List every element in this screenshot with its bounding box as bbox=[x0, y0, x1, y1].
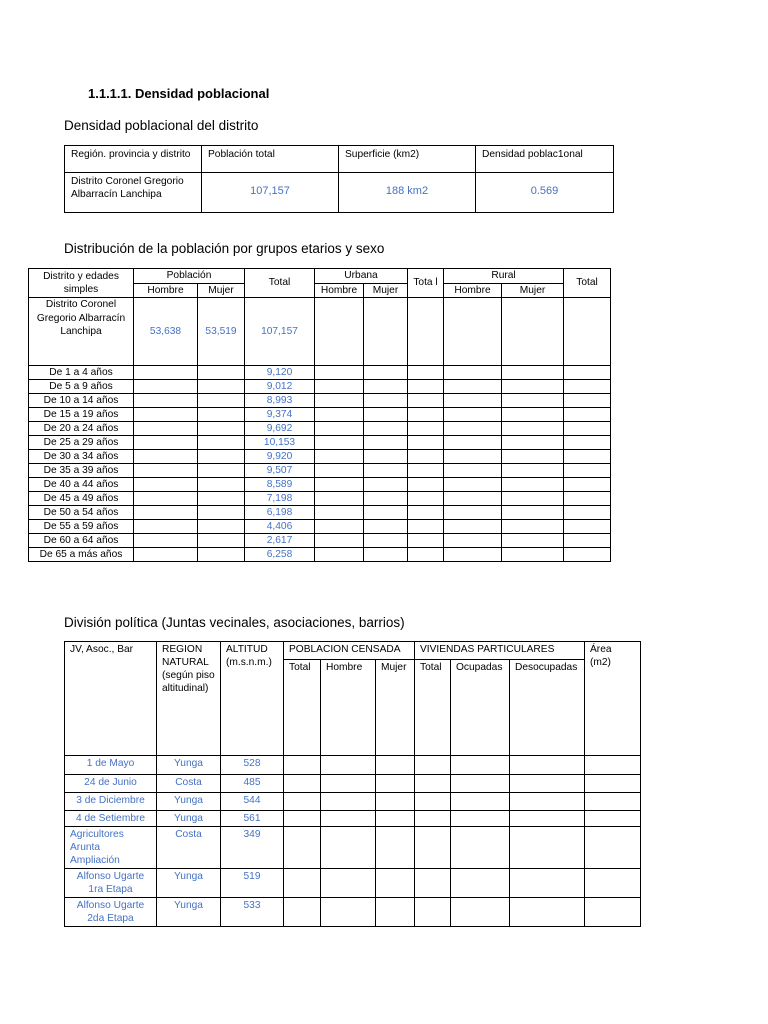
district-row-hombre: 53,638 bbox=[134, 298, 198, 366]
header-rural-hombre: Hombre bbox=[444, 283, 502, 298]
table-row bbox=[29, 534, 611, 548]
jv-altitud: 519 bbox=[221, 869, 284, 898]
table-row bbox=[65, 869, 641, 898]
district-row-mujer: 53,519 bbox=[198, 298, 245, 366]
table-row bbox=[65, 775, 641, 793]
header-pob-hombre: Hombre bbox=[321, 660, 376, 756]
jv-name: Alfonso Ugarte 1ra Etapa bbox=[65, 869, 157, 898]
age-total: 10,153 bbox=[245, 436, 315, 450]
jv-name: 4 de Setiembre bbox=[65, 811, 157, 827]
table-row bbox=[65, 827, 641, 869]
population-value: 107,157 bbox=[202, 173, 339, 213]
age-caption: Distribución de la población por grupos etarios y sexo bbox=[64, 241, 385, 256]
age-total: 9,012 bbox=[245, 380, 315, 394]
density-caption: Densidad poblacional del distrito bbox=[64, 118, 259, 133]
age-total: 6,198 bbox=[245, 506, 315, 520]
table-row bbox=[65, 756, 641, 775]
header-pob-total: Total bbox=[284, 660, 321, 756]
age-total: 2,617 bbox=[245, 534, 315, 548]
table-row bbox=[29, 520, 611, 534]
jv-region: Yunga bbox=[157, 793, 221, 811]
header-altitud: ALTITUD (m.s.n.m.) bbox=[221, 642, 284, 756]
age-label: De 5 a 9 años bbox=[29, 380, 134, 394]
header-urbana-hombre: Hombre bbox=[315, 283, 364, 298]
jv-region: Yunga bbox=[157, 811, 221, 827]
header-rural-mujer: Mujer bbox=[502, 283, 564, 298]
header-pob-mujer: Mujer bbox=[376, 660, 415, 756]
district-row-name: Distrito Coronel Gregorio Albarracín Lanchipa bbox=[29, 298, 134, 366]
age-label: De 1 a 4 años bbox=[29, 366, 134, 380]
density-value: 0.569 bbox=[476, 173, 614, 213]
header-viviendas: VIVIENDAS PARTICULARES bbox=[415, 642, 585, 660]
table-row bbox=[29, 506, 611, 520]
jv-name: 24 de Junio bbox=[65, 775, 157, 793]
age-label: De 55 a 59 años bbox=[29, 520, 134, 534]
jv-region: Costa bbox=[157, 827, 221, 869]
age-total: 8,589 bbox=[245, 478, 315, 492]
header-area: Superficie (km2) bbox=[339, 146, 476, 173]
age-total: 9,507 bbox=[245, 464, 315, 478]
age-label: De 15 a 19 años bbox=[29, 408, 134, 422]
header-viv-total: Total bbox=[415, 660, 451, 756]
district-name: Distrito Coronel Gregorio Albarracín Lanchipa bbox=[65, 173, 202, 213]
jv-region: Yunga bbox=[157, 869, 221, 898]
table-row bbox=[29, 422, 611, 436]
area-value: 188 km2 bbox=[339, 173, 476, 213]
header-region: Región. provincia y distrito bbox=[65, 146, 202, 173]
age-total: 4,406 bbox=[245, 520, 315, 534]
header-poblacion-mujer: Mujer bbox=[198, 283, 245, 298]
table-row bbox=[29, 380, 611, 394]
age-total: 9,692 bbox=[245, 422, 315, 436]
age-total: 9,374 bbox=[245, 408, 315, 422]
header-district-ages: Distrito y edades simples bbox=[29, 269, 134, 298]
jv-altitud: 349 bbox=[221, 827, 284, 869]
age-label: De 10 a 14 años bbox=[29, 394, 134, 408]
header-area-m2: Área (m2) bbox=[585, 642, 641, 756]
age-label: De 65 a más años bbox=[29, 548, 134, 562]
jv-region: Costa bbox=[157, 775, 221, 793]
header-total-urbana: Tota l bbox=[408, 269, 444, 298]
age-label: De 45 a 49 años bbox=[29, 492, 134, 506]
age-total: 9,920 bbox=[245, 450, 315, 464]
table-row bbox=[29, 450, 611, 464]
age-label: De 40 a 44 años bbox=[29, 478, 134, 492]
header-density: Densidad poblac1onal bbox=[476, 146, 614, 173]
header-region-natural: REGION NATURAL (según piso altitudinal) bbox=[157, 642, 221, 756]
age-total: 8,993 bbox=[245, 394, 315, 408]
jv-region: Yunga bbox=[157, 756, 221, 775]
section-heading: 1.1.1.1. Densidad poblacional bbox=[88, 86, 270, 101]
age-table bbox=[28, 268, 611, 562]
table-row bbox=[65, 898, 641, 927]
header-jv: JV, Asoc., Bar bbox=[65, 642, 157, 756]
jv-name: Alfonso Ugarte 2da Etapa bbox=[65, 898, 157, 927]
table-row bbox=[29, 492, 611, 506]
header-viv-desocupadas: Desocupadas bbox=[510, 660, 585, 756]
header-total: Total bbox=[245, 269, 315, 298]
table-row bbox=[29, 366, 611, 380]
jv-altitud: 533 bbox=[221, 898, 284, 927]
jv-altitud: 485 bbox=[221, 775, 284, 793]
table-row bbox=[29, 408, 611, 422]
header-urbana: Urbana bbox=[315, 269, 408, 284]
header-total-rural: Total bbox=[564, 269, 611, 298]
division-caption: División política (Juntas vecinales, asociaciones, barrios) bbox=[64, 615, 405, 630]
age-total: 7,198 bbox=[245, 492, 315, 506]
header-population: Población total bbox=[202, 146, 339, 173]
age-label: De 60 a 64 años bbox=[29, 534, 134, 548]
division-table bbox=[64, 641, 641, 927]
density-table bbox=[64, 145, 614, 213]
table-row bbox=[65, 793, 641, 811]
age-label: De 25 a 29 años bbox=[29, 436, 134, 450]
age-total: 6,258 bbox=[245, 548, 315, 562]
jv-altitud: 544 bbox=[221, 793, 284, 811]
jv-name: Agricultores Arunta Ampliación bbox=[65, 827, 157, 869]
table-row bbox=[29, 436, 611, 450]
jv-region: Yunga bbox=[157, 898, 221, 927]
table-row bbox=[65, 811, 641, 827]
age-label: De 50 a 54 años bbox=[29, 506, 134, 520]
header-viv-ocupadas: Ocupadas bbox=[451, 660, 510, 756]
jv-altitud: 561 bbox=[221, 811, 284, 827]
table-row bbox=[29, 548, 611, 562]
age-label: De 30 a 34 años bbox=[29, 450, 134, 464]
header-poblacion-hombre: Hombre bbox=[134, 283, 198, 298]
jv-altitud: 528 bbox=[221, 756, 284, 775]
jv-name: 1 de Mayo bbox=[65, 756, 157, 775]
age-total: 9,120 bbox=[245, 366, 315, 380]
header-urbana-mujer: Mujer bbox=[364, 283, 408, 298]
table-row bbox=[29, 478, 611, 492]
header-poblacion: Población bbox=[134, 269, 245, 284]
header-poblacion-censada: POBLACION CENSADA bbox=[284, 642, 415, 660]
age-label: De 20 a 24 años bbox=[29, 422, 134, 436]
district-row-total: 107,157 bbox=[245, 298, 315, 366]
jv-name: 3 de Diciembre bbox=[65, 793, 157, 811]
header-rural: Rural bbox=[444, 269, 564, 284]
table-row bbox=[29, 394, 611, 408]
age-label: De 35 a 39 años bbox=[29, 464, 134, 478]
table-row bbox=[29, 464, 611, 478]
